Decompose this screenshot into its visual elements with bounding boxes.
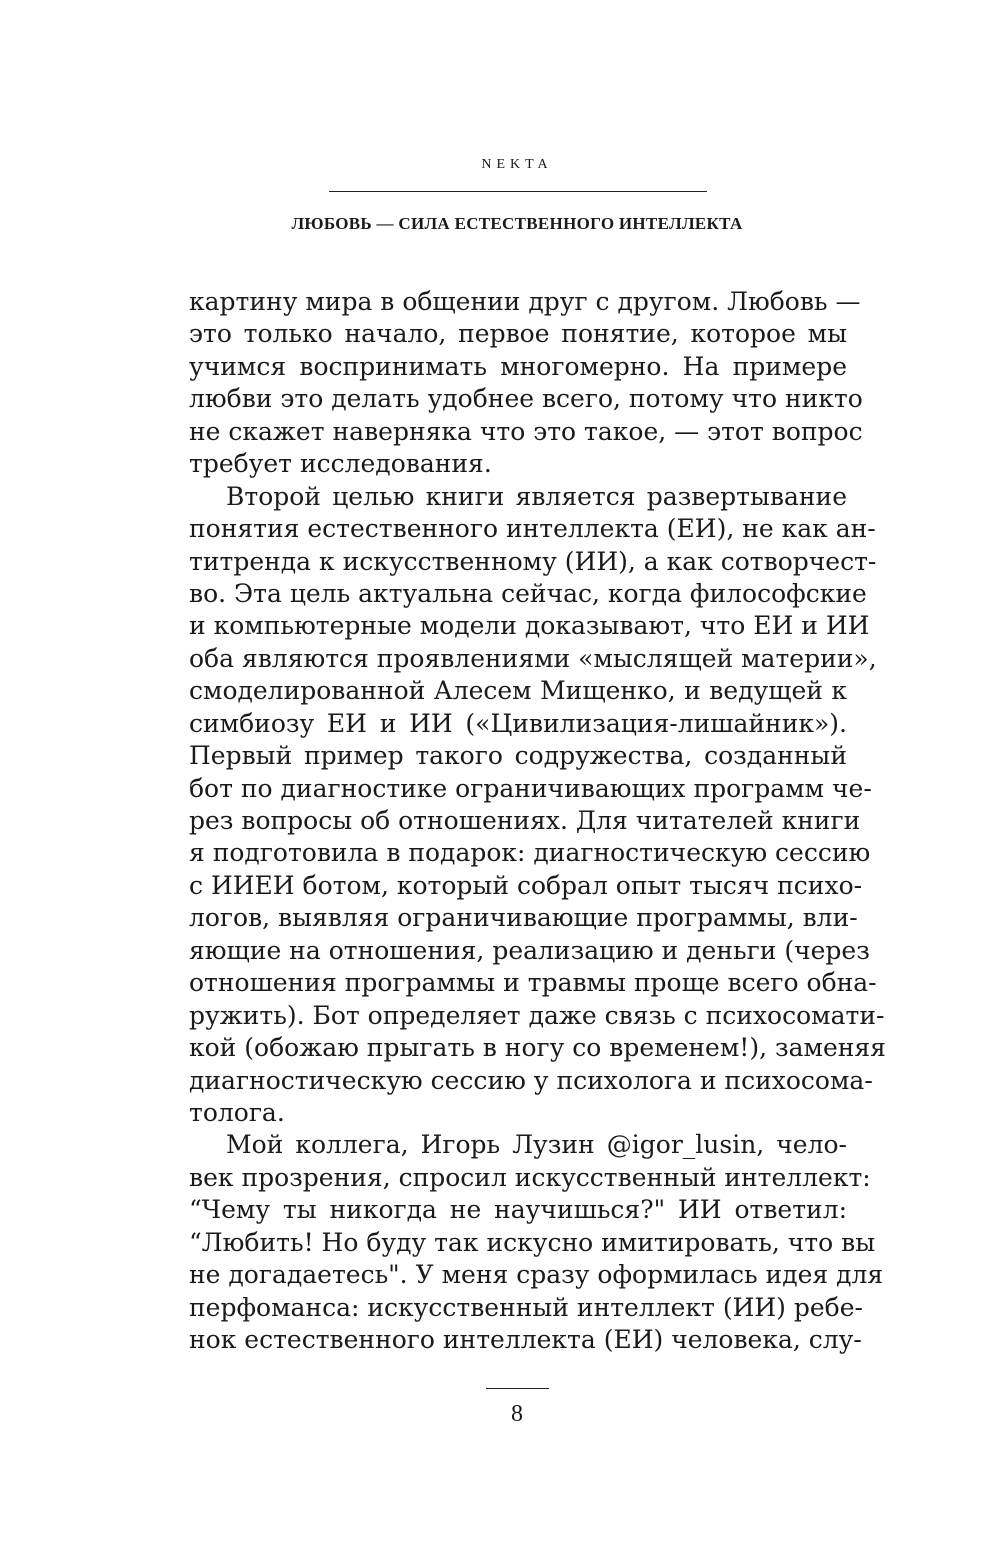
text-line: Первый пример такого содружества, созданный [189, 741, 847, 771]
text-line: перфоманса: искусственный интеллект (ИИ) ребе- [189, 1292, 863, 1322]
text-line: бот по диагностике ограничивающих программ че- [189, 773, 872, 803]
text-line: картину мира в общении друг с другом. Любовь — [189, 287, 861, 316]
text-line: Второй целью книги является развертывание [226, 481, 847, 511]
body-text [189, 286, 886, 1356]
footer-rule [486, 1388, 549, 1389]
running-header-author: NEKTA [481, 157, 553, 172]
text-line: оба являются проявлениями «мыслящей материи», [189, 643, 877, 673]
page-number: 8 [511, 1401, 523, 1427]
text-line: “Любить! Но буду так искусно имитировать, что вы [189, 1227, 876, 1257]
text-line: логов, выявляя ограничивающие программы, вли- [189, 903, 858, 933]
text-line: яющие на отношения, реализацию и деньги (через [189, 935, 870, 965]
text-line: кой (обожаю прыгать в ногу со временем!), заменяя [189, 1033, 886, 1063]
text-line: любви это делать удобнее всего, потому что никто [189, 384, 863, 414]
text-line: ружить). Бот определяет даже связь с психосомати- [189, 1000, 885, 1030]
text-line: рез вопросы об отношениях. Для читателей книги [189, 806, 861, 835]
text-line: требует исследования. [189, 449, 492, 479]
text-line: отношения программы и травмы проще всего обна- [189, 968, 877, 998]
text-line: не догадаетесь". У меня сразу оформилась идея для [189, 1260, 884, 1290]
text-line: век прозрения, спросил искусственный интеллект: [189, 1162, 871, 1192]
text-line: нок естественного интеллекта (ЕИ) человека, слу- [189, 1325, 862, 1354]
running-header-chapter-title: ЛЮБОВЬ — СИЛА ЕСТЕСТВЕННОГО ИНТЕЛЛЕКТА [291, 214, 743, 233]
text-line: это только начало, первое понятие, которое мы [189, 319, 847, 349]
text-line: понятия естественного интеллекта (ЕИ), не как ан- [189, 514, 876, 544]
text-line: с ИИЕИ ботом, который собрал опыт тысяч психо- [189, 870, 863, 900]
text-line: “Чему ты никогда не научишься?" ИИ ответил: [189, 1195, 847, 1225]
text-line: не скажет наверняка что это такое, — этот вопрос [189, 416, 863, 446]
text-line: толога. [189, 1097, 285, 1127]
text-line: во. Эта цель актуальна сейчас, когда философские [189, 578, 867, 608]
text-line: учимся воспринимать многомерно. На примере [189, 351, 847, 381]
text-line: диагностическую сессию у психолога и психосома- [189, 1065, 873, 1095]
text-line: и компьютерные модели доказывают, что ЕИ и ИИ [189, 611, 870, 641]
header-rule [329, 191, 707, 192]
text-line: Мой коллега, Игорь Лузин @igor_lusin, чело- [226, 1130, 847, 1160]
text-line: я подготовила в подарок: диагностическую сессию [189, 838, 871, 868]
text-line: титренда к искусственному (ИИ), а как сотворчест- [189, 546, 877, 576]
text-line: смоделированной Алесем Мищенко, и ведущей к [189, 676, 847, 706]
text-line: симбиозу ЕИ и ИИ («Цивилизация-лишайник»). [189, 708, 847, 738]
